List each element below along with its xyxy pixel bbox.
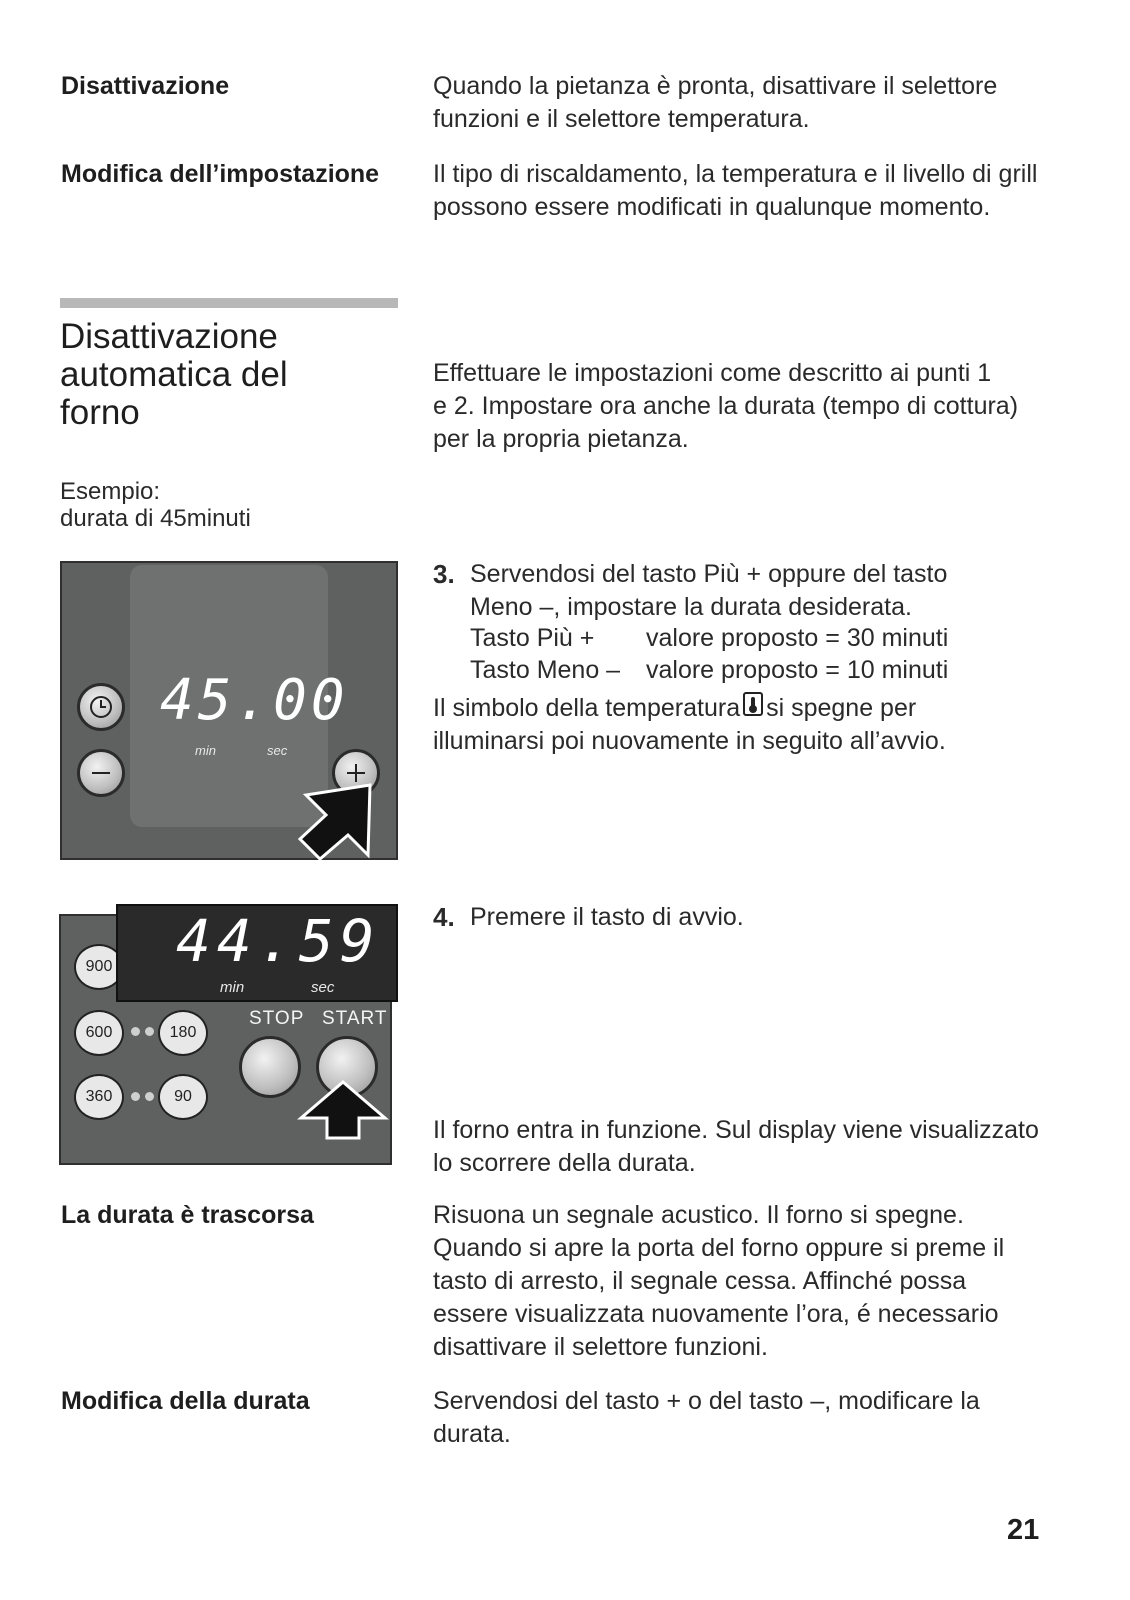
preset-button-900[interactable]: 900 (74, 944, 124, 990)
clock-icon (88, 694, 114, 720)
start-label: START (322, 1008, 388, 1029)
text-line: Il tipo di riscaldamento, la temperatura e il livello di grill (433, 160, 1038, 188)
thermometer-icon (743, 692, 763, 716)
text-line: Effettuare le impostazioni come descritto ai punti 1 (433, 359, 992, 387)
minus-icon (88, 760, 114, 786)
key-label: Tasto Meno – (470, 656, 621, 684)
key-value: valore proposto = 10 minuti (646, 656, 949, 684)
example-line: Esempio: (60, 478, 161, 505)
modify-setting-label: Modifica dell’impostazione (61, 160, 380, 188)
elapsed-label: La durata è trascorsa (61, 1201, 314, 1229)
example-caption (60, 478, 251, 532)
step-number: 3. (433, 559, 455, 589)
heading-line: Disattivazione (60, 317, 278, 356)
heading-line: forno (60, 393, 140, 432)
text-line: possono essere modificati in qualunque momento. (433, 193, 991, 221)
preset-button-180[interactable]: 180 (158, 1010, 208, 1056)
step-number: 4. (433, 902, 455, 932)
text-line: durata. (433, 1420, 511, 1448)
min-unit: min (220, 979, 245, 996)
preset-button-600[interactable]: 600 (74, 1010, 124, 1056)
arrow-pointer-icon (292, 781, 376, 861)
text-line: Il forno entra in funzione. Sul display viene visualizzato (433, 1116, 1039, 1144)
indicator-dot (131, 1027, 140, 1036)
deactivation-label: Disattivazione (61, 72, 230, 100)
text-line: per la propria pietanza. (433, 425, 689, 453)
deactivation-text (433, 70, 997, 136)
text-line: disattivare il selettore funzioni. (433, 1333, 768, 1361)
page-number: 21 (1007, 1514, 1040, 1546)
preset-button-90[interactable]: 90 (158, 1074, 208, 1120)
text-line: essere visualizzata nuovamente l’ora, é necessario (433, 1300, 999, 1328)
heading-line: automatica del (60, 355, 288, 394)
sec-unit: sec (311, 979, 335, 996)
modify-duration-label: Modifica della durata (61, 1387, 310, 1415)
stop-label: STOP (249, 1008, 305, 1029)
arrow-pointer-icon (297, 1078, 389, 1142)
sec-unit: sec (267, 743, 288, 758)
section-rule (60, 298, 398, 308)
indicator-dot (145, 1092, 154, 1101)
stop-button[interactable] (239, 1036, 301, 1098)
key-value: valore proposto = 30 minuti (646, 624, 949, 652)
display-digits: 45.00 (160, 668, 349, 733)
modify-setting-text (433, 158, 1037, 224)
minus-button[interactable] (77, 749, 125, 797)
text-line: si spegne per (766, 694, 917, 722)
text-line: lo scorrere della durata. (433, 1149, 696, 1177)
text-line: e 2. Impostare ora anche la durata (tempo di cottura) (433, 392, 1019, 420)
min-unit: min (195, 743, 216, 758)
led-display (116, 904, 398, 1002)
step-4 (433, 901, 744, 934)
running-text (433, 1114, 1039, 1180)
timer-panel-1 (60, 561, 398, 860)
text-line: illuminarsi poi nuovamente in seguito all’avvio. (433, 727, 946, 755)
clock-button[interactable] (77, 683, 125, 731)
intro-text (433, 357, 1018, 456)
text-line: Servendosi del tasto Più + oppure del tasto (470, 560, 948, 588)
indicator-dot (145, 1027, 154, 1036)
preset-button-360[interactable]: 360 (74, 1074, 124, 1120)
text-line: tasto di arresto, il segnale cessa. Affinché possa (433, 1267, 967, 1295)
section-heading (60, 318, 288, 432)
text-line: funzioni e il selettore temperatura. (433, 105, 810, 133)
text-line: Premere il tasto di avvio. (470, 903, 744, 931)
example-line: durata di 45minuti (60, 505, 251, 532)
step-3 (433, 558, 948, 758)
elapsed-text (433, 1199, 1004, 1364)
text-line: Servendosi del tasto + o del tasto –, modificare la (433, 1387, 980, 1415)
text-line: Risuona un segnale acustico. Il forno si spegne. (433, 1201, 964, 1229)
indicator-dot (131, 1092, 140, 1101)
display-digits: 44.59 (176, 907, 381, 975)
text-line: Quando si apre la porta del forno oppure si preme il (433, 1234, 1005, 1262)
text-line: Quando la pietanza è pronta, disattivare il selettore (433, 72, 998, 100)
modify-duration-text (433, 1385, 980, 1451)
key-label: Tasto Più + (470, 624, 595, 652)
text-line: Meno –, impostare la durata desiderata. (470, 593, 912, 621)
text-line: Il simbolo della temperatura (433, 694, 741, 722)
